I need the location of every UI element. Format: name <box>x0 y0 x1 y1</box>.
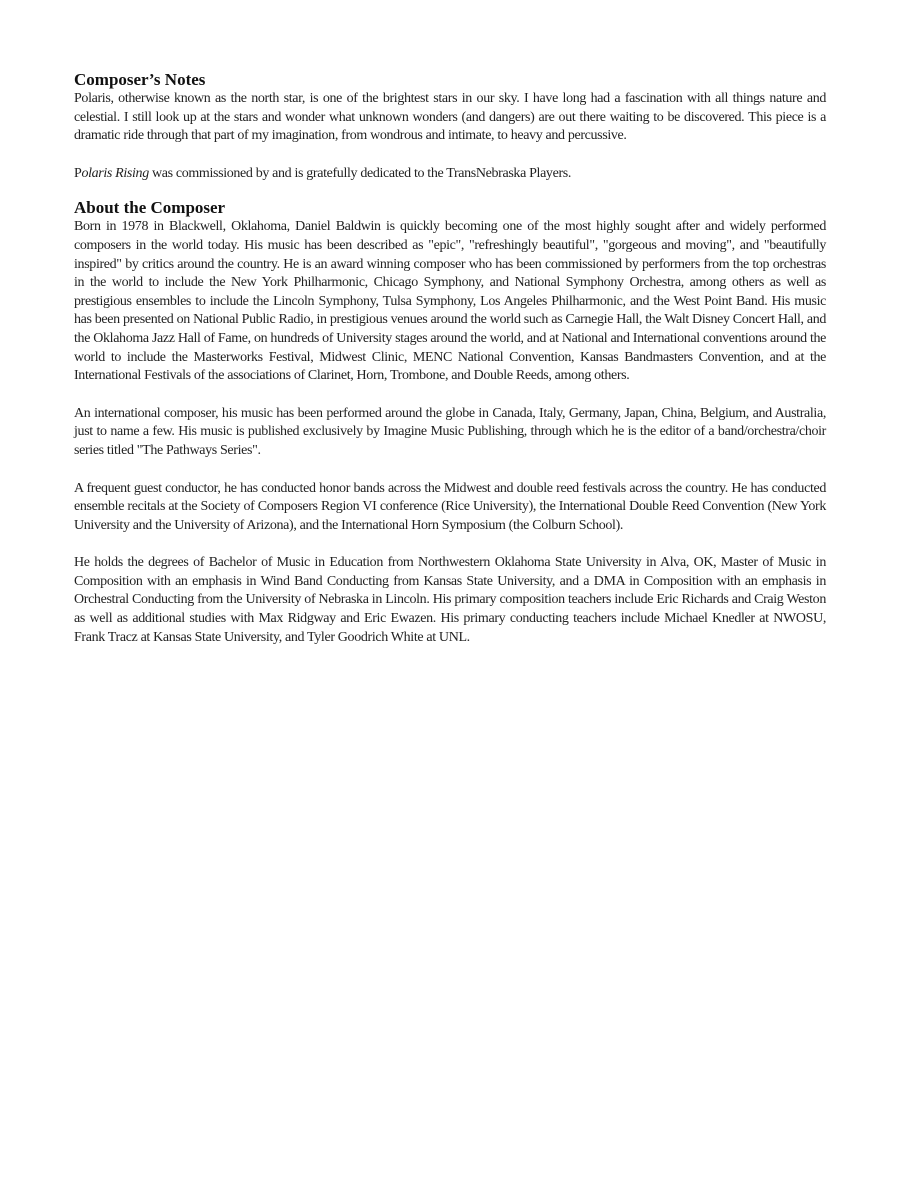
composers-notes-heading: Composer’s Notes <box>74 70 206 89</box>
biography-paragraph: He holds the degrees of Bachelor of Music in Education from Northwestern Oklahoma State University in Alva, OK, Master of Music in Composition with an emphasis in Wind Band Conducting from Kansas State University, and a DMA in Composition with an emphasis in Orchestral Conducting from the University of Nebraska in Lincoln. His primary composition teachers include Eric Richards and Craig Weston as well as additional studies with Max Ridgway and Eric Ewazen. His primary conducting teachers include Michael Knedler at NWOSU, Frank Tracz at Kansas State University, and Tyler Goodrich White at UNL. <box>74 555 826 645</box>
composers-notes-section <box>74 70 826 183</box>
biography-paragraph: Born in 1978 in Blackwell, Oklahoma, Daniel Baldwin is quickly becoming one of the most highly sought after and widely performed composers in the world today. His music has been described as "epic", "refreshingly beautiful", "gorgeous and moving", and "beautifully inspired" by critics around the country. He is an award winning composer who has been commissioned by performers from the top orchestras in the world to include the New York Philharmonic, Chicago Symphony, and National Symphony Orchestra, among others as well as prestigious ensembles to include the Lincoln Symphony, Tulsa Symphony, Los Angeles Philharmonic, and the West Point Band. His music has been presented on National Public Radio, in prestigious venues around the world such as Carnegie Hall, the Walt Disney Concert Hall, and the Oklahoma Jazz Hall of Fame, on hundreds of University stages around the world, and at National and International conventions around the world to include the Masterworks Festival, Midwest Clinic, MENC National Convention, Kansas Bandmasters Convention, and at the International Festivals of the associations of Clarinet, Horn, Trombone, and Double Reeds, among others. <box>74 219 826 384</box>
composers-notes-paragraph: Polaris, otherwise known as the north star, is one of the brightest stars in our sky. I have long had a fascination with all things nature and celestial. I still look up at the stars and wonder what unknown wonders (and dangers) are out there waiting to be discovered. This piece is a dramatic ride through that part of my imagination, from wondrous and intimate, to heavy and percussive. <box>74 91 826 144</box>
biography-paragraph: An international composer, his music has been performed around the globe in Canada, Italy, Germany, Japan, China, Belgium, and Australia, just to name a few. His music is published exclusively by Imagine Music Publishing, through which he is the editor of a band/orchestra/choir series titled "The Pathways Series". <box>74 405 826 458</box>
dedication-text: was commissioned by and is gratefully dedicated to the TransNebraska Players. <box>148 165 572 181</box>
dedication-prefix: P <box>74 165 82 181</box>
about-composer-heading: About the Composer <box>74 198 226 218</box>
dedication-title: olaris Rising <box>81 165 149 181</box>
biography-paragraph: A frequent guest conductor, he has conducted honor bands across the Midwest and double reed festivals across the country. He has conducted ensemble recitals at the Society of Composers Region VI conference (Rice University), the International Double Reed Convention (New York University and the University of Arizona), and the International Horn Symposium (the Colburn School). <box>74 480 826 533</box>
document-page <box>74 70 826 647</box>
dedication-paragraph <box>74 165 826 184</box>
about-composer-section <box>74 198 826 647</box>
